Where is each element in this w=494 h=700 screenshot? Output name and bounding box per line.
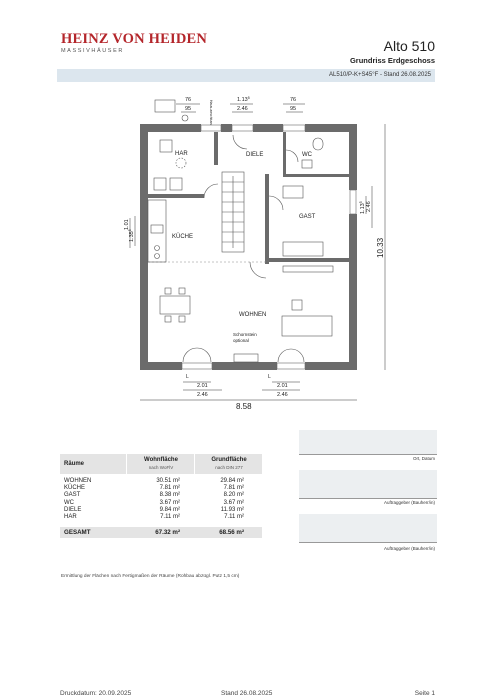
side-table bbox=[292, 300, 302, 310]
table-header bbox=[60, 454, 262, 474]
dining-table bbox=[160, 296, 190, 314]
sideboard bbox=[283, 266, 333, 272]
har-heater bbox=[176, 158, 186, 168]
dim-bottom-left-1: 2.01 bbox=[197, 383, 208, 389]
table-row: DIELE 9.84 m² 11.93 m² bbox=[64, 506, 244, 513]
wall-top-mid-left bbox=[221, 124, 232, 132]
dim-bottom-left-2: 2.46 bbox=[197, 392, 208, 398]
kitchen-sink bbox=[151, 225, 163, 233]
signature-box-2 bbox=[299, 470, 437, 498]
wall-bottom-right bbox=[305, 362, 357, 370]
wall-har-kitchen bbox=[148, 194, 204, 198]
wardrobe bbox=[283, 186, 303, 198]
door-gast bbox=[269, 196, 283, 210]
wall-top-left bbox=[140, 124, 201, 132]
dim-right-overall: 10.33 bbox=[376, 237, 385, 258]
client-label-1: Auftraggeber (Bauherr/in) bbox=[383, 500, 435, 505]
signature-box-3 bbox=[299, 514, 437, 542]
sofa bbox=[282, 316, 332, 336]
wc-sink bbox=[302, 160, 312, 168]
header-floor: Grundfläche nach DIN 277 bbox=[211, 457, 247, 470]
washer bbox=[154, 178, 166, 190]
section-mark-2: L bbox=[268, 374, 271, 380]
window-bottom-1 bbox=[182, 363, 212, 369]
dryer bbox=[170, 178, 182, 190]
door-terrace-2 bbox=[278, 349, 304, 362]
table-row: WOHNEN 30.51 m² 29.84 m² bbox=[64, 478, 244, 484]
room-wohnen: WOHNEN bbox=[239, 312, 267, 318]
signature-line-3 bbox=[299, 542, 437, 543]
wall-right-upper bbox=[349, 124, 357, 190]
window-top-1 bbox=[201, 125, 221, 131]
wall-bottom-left bbox=[140, 362, 182, 370]
header-room: Räume bbox=[64, 461, 85, 467]
dim-bottom-overall: 8.58 bbox=[236, 402, 252, 411]
page-number: Seite 1 bbox=[414, 690, 435, 697]
guest-bed bbox=[283, 242, 323, 256]
logo-tagline: MASSIVHÄUSER bbox=[61, 48, 124, 54]
client-label-2: Auftraggeber (Bauherr/in) bbox=[383, 546, 435, 551]
dim-top-left-outer: 76 bbox=[185, 97, 192, 103]
furniture bbox=[148, 100, 333, 362]
room-diele: DIELE bbox=[246, 152, 264, 158]
wall-wc-left bbox=[283, 132, 286, 174]
dim-top-center: 1.13$^5$ bbox=[237, 96, 250, 103]
window-top-2 bbox=[232, 125, 253, 131]
wall-right-lower bbox=[349, 214, 357, 370]
signature-line-2 bbox=[299, 498, 437, 499]
outdoor-bench bbox=[155, 100, 175, 112]
dim-left-2: 1.35$^5$ bbox=[128, 229, 135, 242]
door-entry bbox=[233, 135, 247, 149]
section-mark-1: L bbox=[186, 374, 189, 380]
wall-stair-right bbox=[265, 174, 269, 264]
dim-top-right-inner: 95 bbox=[290, 106, 297, 112]
kitchen-counter bbox=[148, 200, 166, 262]
dim-bottom-right-2: 2.46 bbox=[277, 392, 288, 398]
table-row: GAST 8.38 m² 8.20 m² bbox=[64, 492, 244, 499]
staircase bbox=[222, 172, 244, 252]
room-wc: WC bbox=[302, 152, 312, 158]
dim-top-left-inner: 95 bbox=[185, 106, 192, 112]
reference-text: AL510/P-K+S45°F - Stand 26.08.2025 bbox=[329, 72, 431, 78]
window-right bbox=[350, 190, 356, 214]
toilet bbox=[313, 138, 323, 150]
wall-left bbox=[140, 124, 148, 370]
door-living bbox=[250, 262, 266, 278]
signature-box-1 bbox=[299, 430, 437, 454]
window-top-3 bbox=[283, 125, 305, 131]
dim-top-right-outer: 76 bbox=[290, 97, 297, 103]
wall-top-mid bbox=[253, 124, 283, 132]
door-wc bbox=[286, 150, 298, 162]
table-total-row: GESAMT 67.32 m² 68.56 m² bbox=[60, 527, 262, 538]
chimney-optional: optional bbox=[233, 338, 249, 343]
table-row: WC 3.67 m² 3.67 m² bbox=[64, 499, 244, 506]
door-har bbox=[204, 184, 218, 198]
wall-har-diele bbox=[214, 132, 218, 165]
dim-left-1: 1.01 bbox=[124, 219, 130, 230]
table-row: KÜCHE 7.81 m² 7.81 m² bbox=[64, 485, 244, 492]
table-row: HAR 7.11 m² 7.11 m² bbox=[64, 513, 244, 520]
door-terrace-1 bbox=[183, 348, 211, 362]
room-kueche: KÜCHE bbox=[172, 234, 194, 240]
wall-bottom-mid bbox=[212, 362, 277, 370]
page-title: Alto 510 bbox=[383, 38, 435, 54]
page-subtitle: Grundriss Erdgeschoss bbox=[349, 56, 435, 65]
header-living: Wohnfläche nach WoFlV bbox=[144, 457, 178, 470]
chimney-box bbox=[234, 354, 258, 362]
dimension-lines bbox=[130, 104, 385, 400]
area-table bbox=[60, 454, 262, 538]
signature-line-1 bbox=[299, 454, 437, 455]
footer-stand: Stand 26.08.2025 bbox=[221, 690, 273, 697]
area-note: Ermittlung der Flächen nach Fertigmaßen der Räume (Rohbau abzügl. Putz 1,5 cm) bbox=[61, 574, 240, 579]
print-date: Druckdatum: 20.09.2025 bbox=[60, 690, 132, 697]
window-bottom-2 bbox=[277, 363, 305, 369]
place-date-label: Ort, Datum bbox=[412, 456, 435, 461]
room-gast: GAST bbox=[299, 214, 316, 220]
dim-bottom-right-1: 2.01 bbox=[277, 383, 288, 389]
dim-right-2: 2.46 bbox=[366, 201, 372, 212]
logo-wordmark: HEINZ VON HEIDEN bbox=[61, 31, 208, 47]
chimney-label: Schornstein bbox=[233, 332, 257, 337]
room-har: HAR bbox=[175, 151, 188, 157]
har-appliance bbox=[160, 140, 172, 152]
wall-gast-bottom bbox=[269, 258, 349, 262]
dim-right-1: 1.13$^5$ bbox=[359, 201, 366, 214]
wall-wc-bottom bbox=[283, 174, 349, 177]
dim-top-center-2: 2.46 bbox=[237, 106, 248, 112]
hausanschluss-label: Haus-anschluss bbox=[209, 100, 213, 125]
